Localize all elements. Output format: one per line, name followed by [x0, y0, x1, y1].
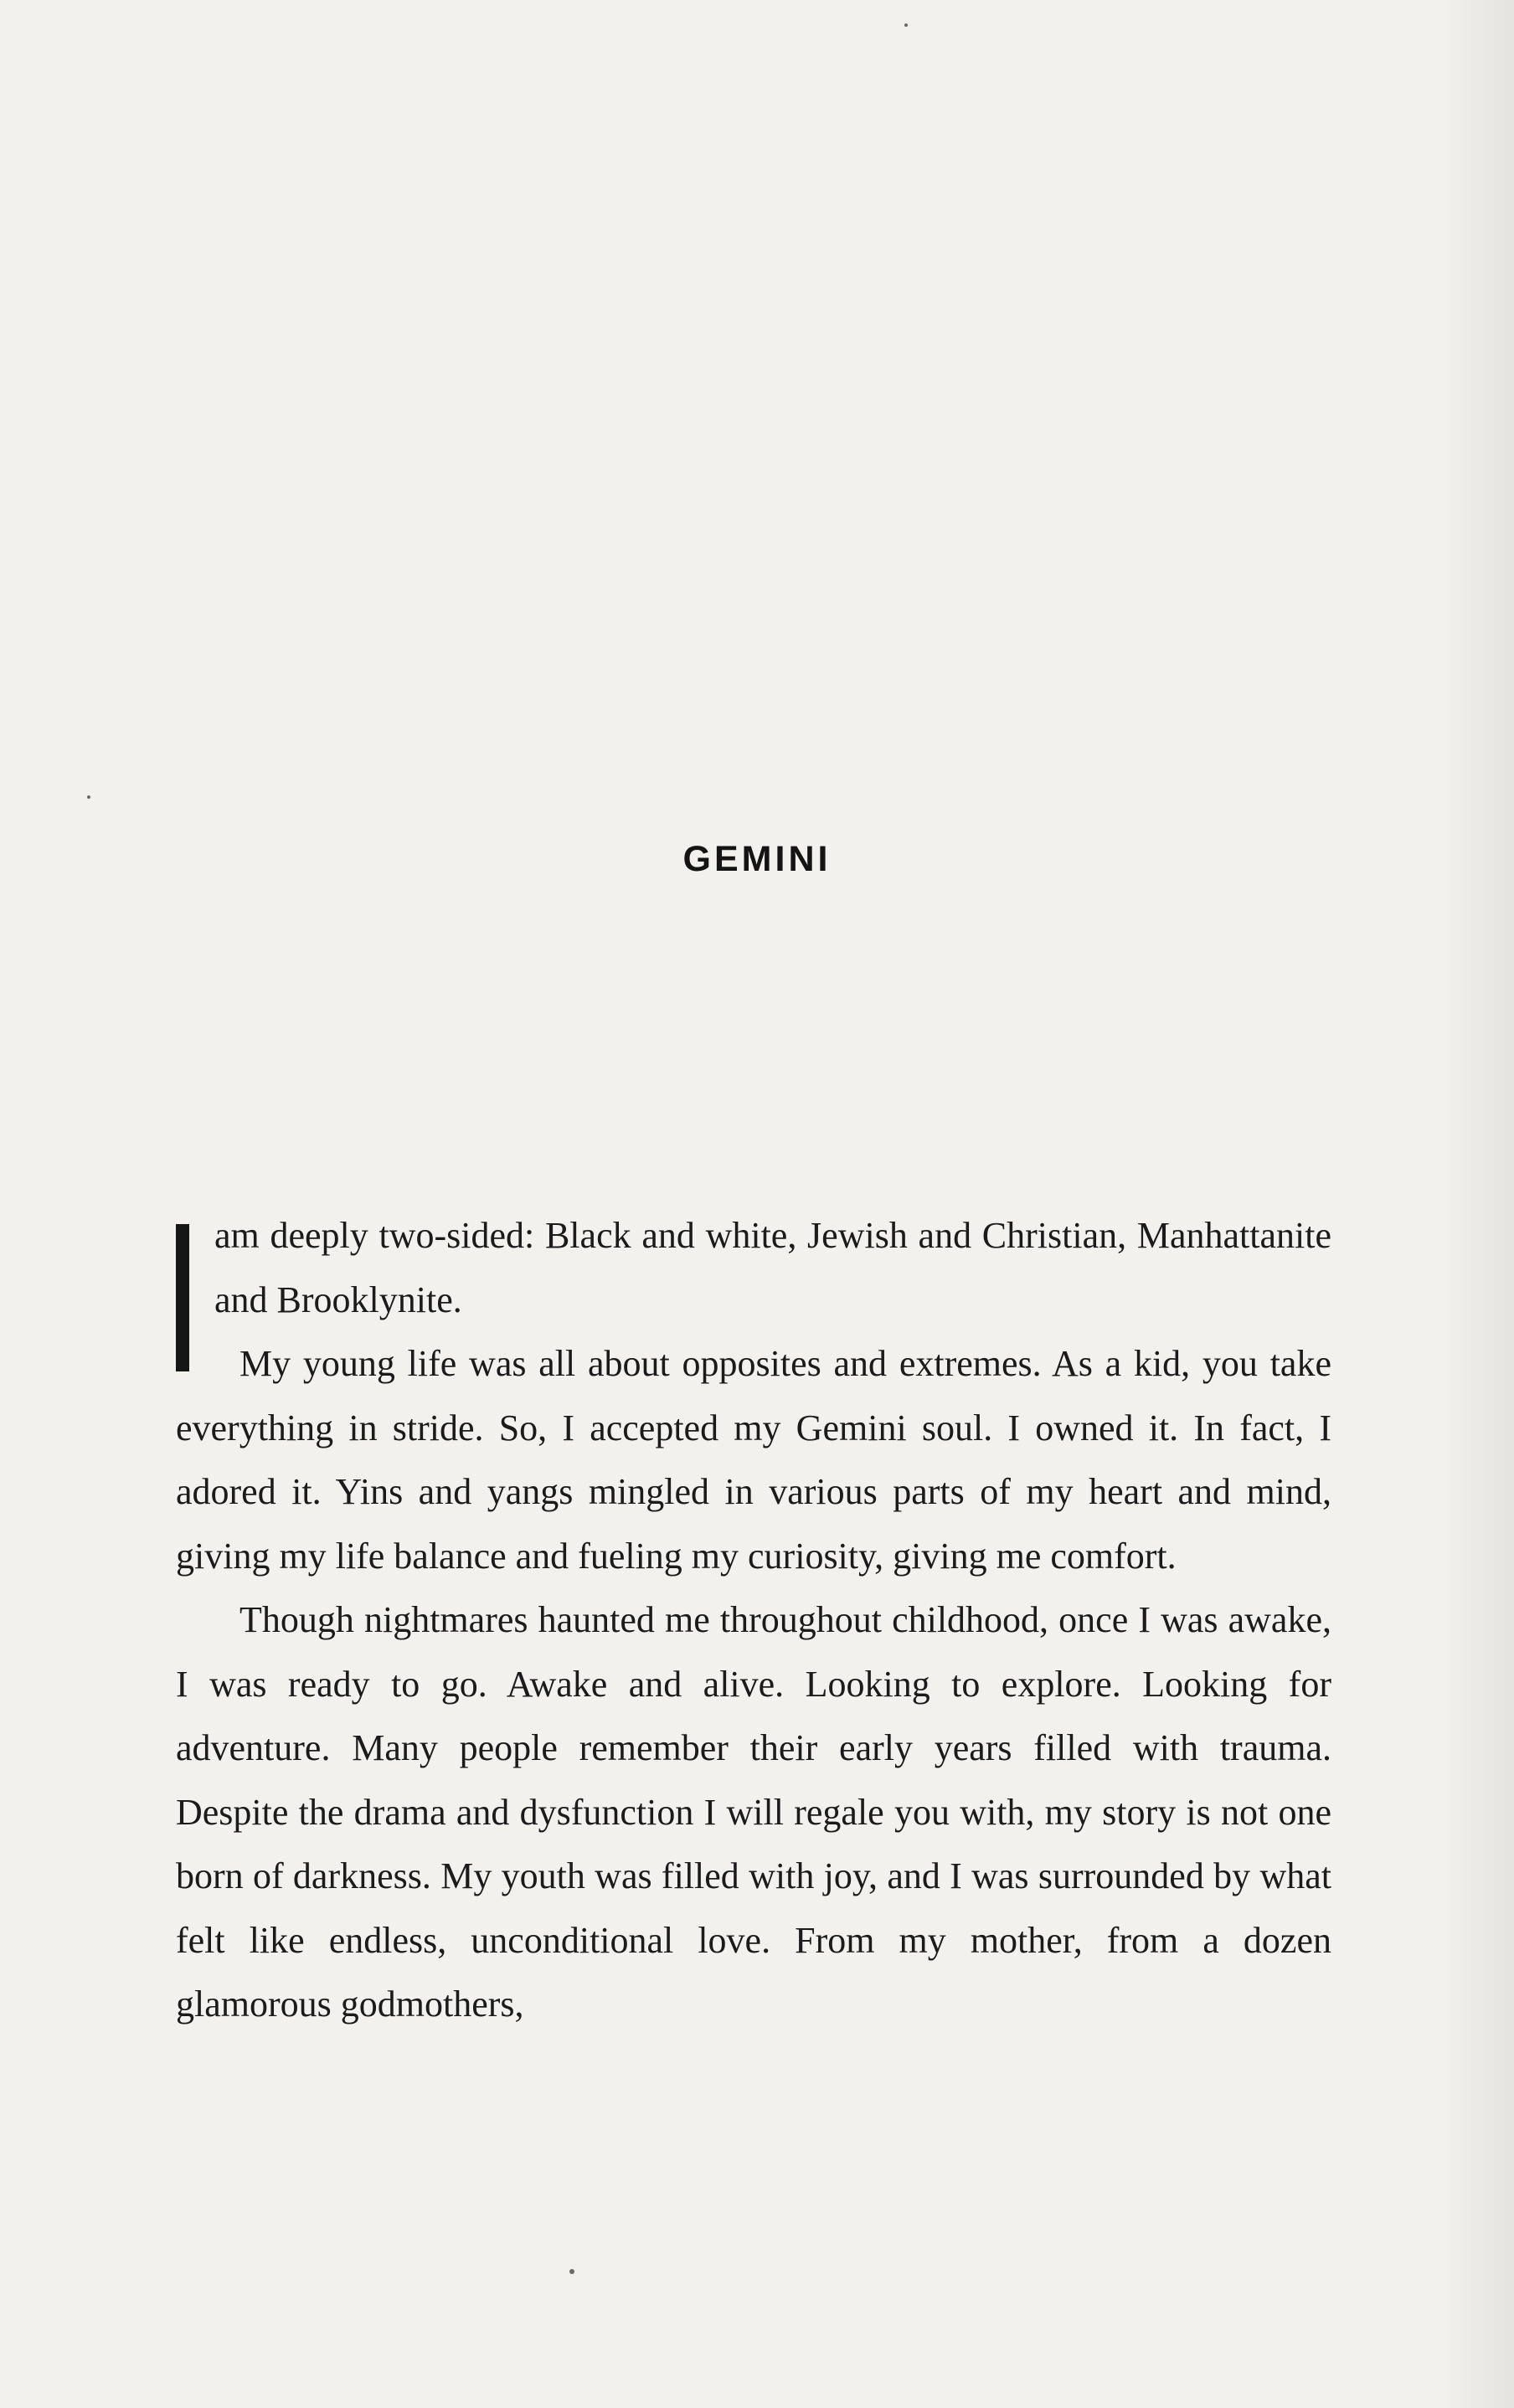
opening-paragraph-text: am deeply two-sided: Black and white, Jewish and Christian, Manhattanite and Brooklynite. [214, 1215, 1331, 1320]
drop-cap [176, 1224, 189, 1371]
paper-speck [904, 23, 908, 27]
paper-speck [569, 2269, 574, 2274]
page-edge-shadow [1439, 0, 1514, 2408]
body-paragraph: Though nightmares haunted me throughout childhood, once I was awake, I was ready to go. Awake and alive. Looking to explore. Looking for adventure. Many people remember their early years filled with trauma. Despite the drama and dysfunction I will regale you with, my story is not one born of darkness. My youth was filled with joy, and I was surrounded by what felt like endless, unconditional love. From my mother, from a dozen glamorous godmothers, [176, 1599, 1331, 2025]
paper-speck [87, 795, 90, 799]
chapter-title: GEMINI [682, 839, 832, 879]
chapter-body [176, 1204, 1331, 2037]
body-paragraph: My young life was all about opposites and extremes. As a kid, you take everything in stride. So, I accepted my Gemini soul. I owned it. In fact, I adored it. Yins and yangs mingled in various parts of my heart and mind, giving my life balance and fueling my curiosity, giving me comfort. [176, 1343, 1331, 1577]
opening-paragraph [176, 1204, 1331, 1332]
